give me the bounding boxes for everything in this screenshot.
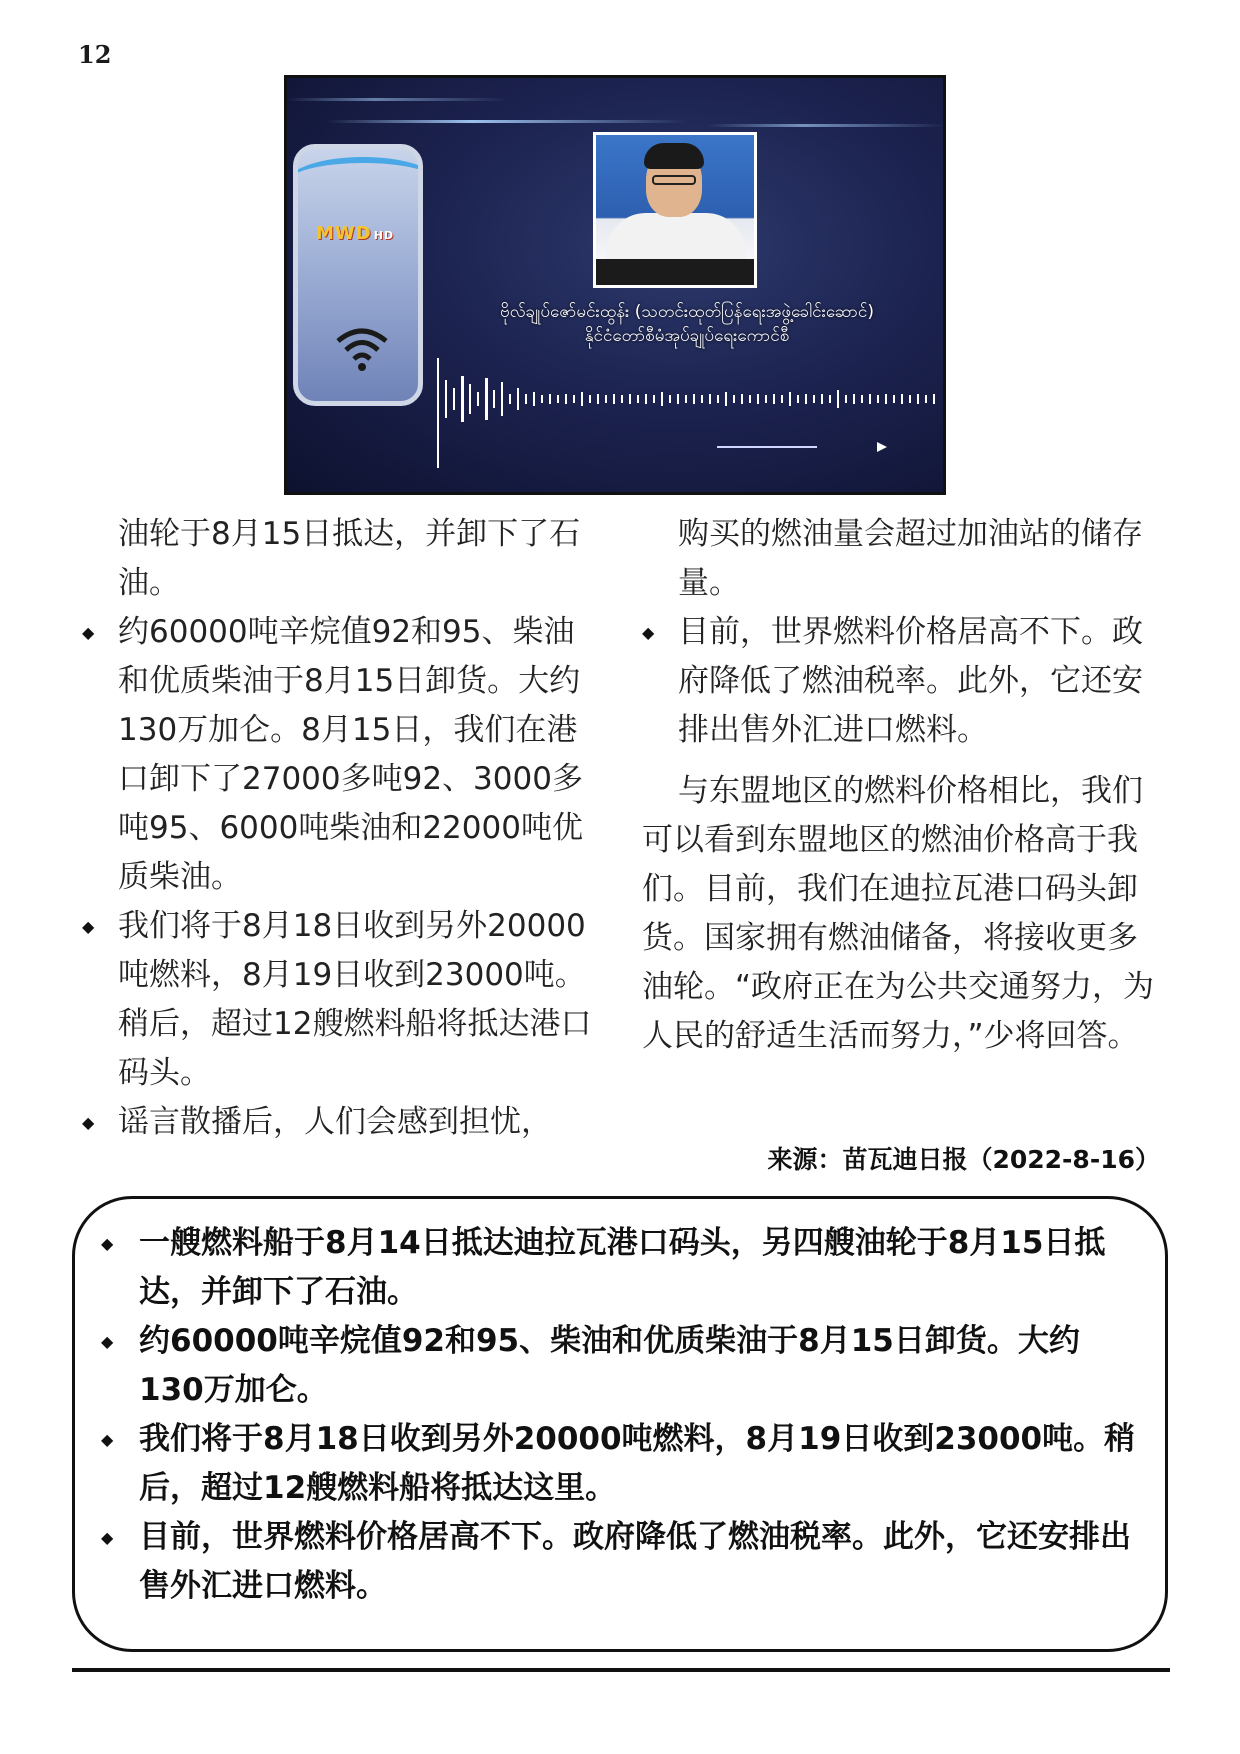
bullet-diamond-icon: ◆ bbox=[101, 1234, 114, 1253]
right-continuation: 购买的燃油量会超过加油站的储存量。 bbox=[678, 516, 1143, 601]
bullet-diamond-icon: ◆ bbox=[82, 917, 95, 936]
glow-line bbox=[327, 120, 687, 123]
speaker-hair bbox=[644, 143, 704, 169]
caption-line-2: နိုင်ငံတော်စီမံအုပ်ချုပ်ရေးကောင်စီ bbox=[584, 326, 790, 346]
bullet-diamond-icon: ◆ bbox=[82, 1113, 95, 1132]
summary-item-1-text: 一艘燃料船于8月14日抵达迪拉瓦港口码头，另四艘油轮于8月15日抵达，并卸下了石油。 bbox=[139, 1225, 1106, 1310]
page-number: 12 bbox=[78, 40, 112, 69]
left-bullet-2-text: 我们将于8月18日收到另外20000吨燃料，8月19日收到23000吨。稍后，超过12艘燃料船将抵达港口码头。 bbox=[118, 908, 592, 1091]
speaker-glasses bbox=[652, 175, 696, 185]
summary-item-4 bbox=[101, 1513, 1137, 1611]
right-bullet-1 bbox=[642, 608, 1162, 755]
summary-box bbox=[72, 1196, 1168, 1652]
left-bullet-1 bbox=[82, 608, 604, 902]
bullet-diamond-icon: ◆ bbox=[642, 623, 655, 642]
left-continuation: 油轮于8月15日抵达，并卸下了石油。 bbox=[118, 516, 581, 601]
bullet-diamond-icon: ◆ bbox=[101, 1332, 114, 1351]
right-bullet-1-text: 目前，世界燃料价格居高不下。政府降低了燃油税率。此外，它还安排出售外汇进口燃料。 bbox=[678, 614, 1143, 748]
right-paragraph: 与东盟地区的燃料价格相比，我们可以看到东盟地区的燃油价格高于我们。目前，我们在迪拉瓦港口码头卸货。国家拥有燃油储备，将接收更多油轮。“政府正在为公共交通努力，为人民的舒适生活而努力，”少将回答。 bbox=[642, 773, 1155, 1054]
bullet-diamond-icon: ◆ bbox=[82, 623, 95, 642]
summary-item-4-text: 目前，世界燃料价格居高不下。政府降低了燃油税率。此外，它还安排出售外汇进口燃料。 bbox=[139, 1519, 1131, 1604]
podium bbox=[596, 259, 754, 285]
left-column bbox=[82, 510, 604, 1147]
station-logo bbox=[316, 223, 394, 244]
speaker-photo bbox=[593, 132, 757, 288]
phone-graphic bbox=[293, 144, 423, 406]
left-bullet-3-text: 谣言散播后，人们会感到担忧， bbox=[118, 1104, 552, 1140]
source-line: 来源：苗瓦迪日报（2022-8-16） bbox=[767, 1145, 1160, 1174]
right-column bbox=[642, 510, 1162, 1061]
summary-item-2-text: 约60000吨辛烷值92和95、柴油和优质柴油于8月15日卸货。大约130万加仑。 bbox=[139, 1323, 1080, 1408]
glow-line bbox=[707, 124, 946, 127]
glow-line bbox=[287, 98, 507, 101]
left-bullet-2 bbox=[82, 902, 604, 1098]
wifi-icon bbox=[332, 317, 392, 377]
summary-item-3-text: 我们将于8月18日收到另外20000吨燃料，8月19日收到23000吨。稍后，超过12艘燃料船将抵达这里。 bbox=[139, 1421, 1136, 1506]
logo-text: MWD bbox=[316, 223, 372, 244]
summary-item-2 bbox=[101, 1317, 1137, 1415]
summary-item-1 bbox=[101, 1219, 1137, 1317]
logo-sub-text: HD bbox=[373, 229, 395, 242]
bullet-diamond-icon: ◆ bbox=[101, 1528, 114, 1547]
bottom-rule bbox=[72, 1668, 1170, 1672]
ribbon-graphic bbox=[293, 157, 423, 207]
left-bullet-1-text: 约60000吨辛烷值92和95、柴油和优质柴油于8月15日卸货。大约130万加仑。8月15日，我们在港口卸下了27000多吨92、3000多吨95、6000吨柴油和22000吨优质柴油。 bbox=[118, 614, 583, 895]
video-caption bbox=[437, 300, 937, 348]
left-bullet-3 bbox=[82, 1098, 604, 1147]
summary-item-3 bbox=[101, 1415, 1137, 1513]
bullet-diamond-icon: ◆ bbox=[101, 1430, 114, 1449]
caption-line-1: ဗိုလ်ချုပ်ဇော်မင်းထွန်း (သတင်းထုတ်ပြန်ရေးအဖွဲ့ခေါင်းဆောင်) bbox=[500, 302, 874, 322]
video-still bbox=[284, 75, 946, 495]
